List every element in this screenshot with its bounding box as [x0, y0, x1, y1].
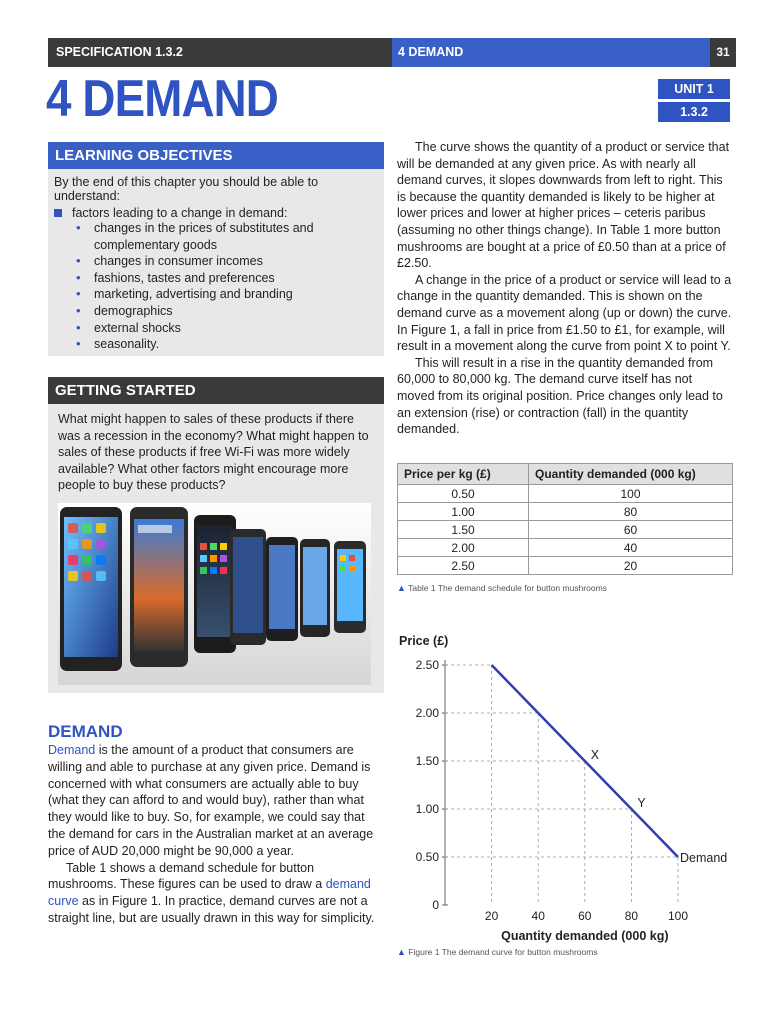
learning-objectives-intro: By the end of this chapter you should be able to understand:: [54, 175, 319, 203]
list-item: • demographics: [74, 303, 374, 320]
smartphones-photo: [58, 503, 371, 685]
header-chapter: 4 DEMAND: [392, 38, 710, 67]
demand-curve-chart: [395, 625, 740, 945]
point-annotation: Y: [637, 796, 646, 810]
figure-caption: ▲ Figure 1 The demand curve for button mushrooms: [397, 947, 598, 957]
y-tick-label: 1.50: [415, 754, 439, 768]
table-row: 1.00 80: [398, 503, 733, 521]
y-axis-label: Price (£): [399, 634, 449, 648]
y-tick-label: 2.50: [415, 658, 439, 672]
table-row: 2.00 40: [398, 539, 733, 557]
x-tick-label: 100: [667, 909, 689, 923]
triangle-icon: ▲: [397, 947, 406, 957]
getting-started-text: What might happen to sales of these products if there was a recession in the economy? What might happen to sales of these products if free Wi-Fi was more widely available? What other factors might encourage more people to buy these products?: [58, 412, 369, 493]
list-item: • external shocks: [74, 320, 374, 337]
triangle-icon: ▲: [397, 583, 406, 593]
y-tick-label: 0.50: [415, 850, 439, 864]
learning-objectives-main: [54, 205, 287, 221]
table-row: 0.50 100: [398, 485, 733, 503]
paragraph: The curve shows the quantity of a product or service that will be demanded at any given price. As with nearly all demand curves, it slopes downwards from left to right. This is because the quantity demanded is likely to be higher at lower prices and lower at higher prices – ceteris paribus (assuming no other things change). In Table 1 more button mushrooms are bought at a price of £0.50 than at a price of £2.50.: [397, 140, 730, 271]
table-caption: ▲ Table 1 The demand schedule for button mushrooms: [397, 583, 607, 593]
page-number: 31: [710, 38, 736, 67]
x-tick-label: 60: [578, 909, 592, 923]
list-item: • fashions, tastes and preferences: [74, 270, 374, 287]
table-header: Price per kg (£): [398, 464, 529, 485]
demand-heading: DEMAND: [48, 722, 123, 741]
y-tick-label: 0: [432, 898, 439, 912]
y-tick-label: 2.00: [415, 706, 439, 720]
right-column-text: [397, 139, 732, 438]
demand-paragraph-2: Table 1 shows a demand schedule for button mushrooms. These figures can be used to draw a demand curve as in Figure 1. In practice, demand curves are not a straight line, but are usually drawn in this way for simplicity.: [48, 860, 375, 925]
list-item: • seasonality.: [74, 336, 374, 353]
demand-body: [48, 742, 380, 927]
demand-curve-term: demand curve: [48, 877, 371, 909]
header-spec: SPECIFICATION 1.3.2: [48, 38, 392, 67]
table-row: 1.50 60: [398, 521, 733, 539]
y-tick-label: 1.00: [415, 802, 439, 816]
paragraph: This will result in a rise in the quantity demanded from 60,000 to 80,000 kg. The demand curve itself has not moved from its original position. Price changes only lead to an extension (rise) or contraction (fall) in the quantity demanded.: [397, 355, 723, 437]
table-header: Quantity demanded (000 kg): [529, 464, 733, 485]
list-item: • marketing, advertising and branding: [74, 286, 374, 303]
point-annotation: X: [590, 748, 600, 762]
x-tick-label: 40: [531, 909, 545, 923]
series-label: Demand: [680, 851, 728, 865]
page-title: 4 DEMAND: [46, 70, 278, 128]
demand-term: Demand: [48, 743, 96, 757]
getting-started-heading: GETTING STARTED: [48, 377, 384, 404]
list-item: • changes in the prices of substitutes and complementary goods: [74, 220, 374, 253]
demand-paragraph-1: Demand is the amount of a product that consumers are willing and able to purchase at any given price. Demand is concerned with what consumers are actually able to buy (what they can afford to and would buy), rather than what they would like to buy. So, for example, we could say that the demand for cars in the Australian market at an average price of AUD 20,000 might be 90,000 a year.: [48, 743, 374, 858]
square-bullet-icon: [54, 209, 62, 217]
x-tick-label: 20: [484, 909, 499, 923]
demand-schedule-table: [397, 463, 733, 575]
paragraph: A change in the price of a product or service will lead to a change in the quantity demanded. This is shown on the demand curve as a movement along (up or down) the curve. In Figure 1, a fall in price from £1.50 to £1, for example, will result in a movement along the curve from point X to point Y.: [397, 272, 732, 354]
learning-objectives-main-text: factors leading to a change in demand:: [72, 206, 288, 220]
learning-objectives-list: [74, 220, 374, 353]
learning-objectives-heading: LEARNING OBJECTIVES: [48, 142, 384, 169]
list-item: • changes in consumer incomes: [74, 253, 374, 270]
unit-badge: UNIT 1: [658, 79, 730, 99]
spec-badge: 1.3.2: [658, 102, 730, 122]
table-row: 2.50 20: [398, 557, 733, 575]
x-tick-label: 80: [624, 909, 639, 923]
x-axis-label: Quantity demanded (000 kg): [501, 929, 669, 943]
